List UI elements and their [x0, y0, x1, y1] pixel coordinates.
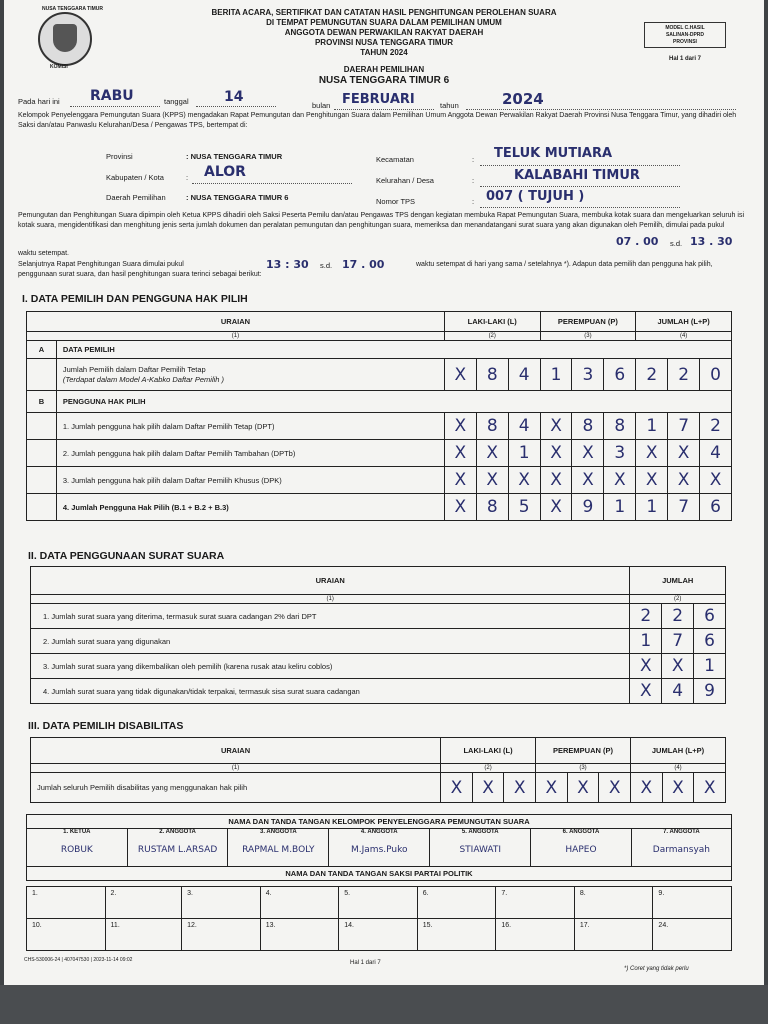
daerah-label: DAERAH PEMILIHAN [343, 65, 425, 74]
digit-cell: 7 [668, 413, 700, 440]
digit-cell: 6 [700, 494, 732, 521]
kecamatan-label: Kecamatan [376, 155, 414, 164]
header-line: PROVINSI NUSA TENGGARA TIMUR [314, 38, 454, 47]
digit-cell: 3 [604, 440, 636, 467]
saksi-cell: 4. [260, 887, 339, 919]
kecamatan-value: TELUK MUTIARA [494, 146, 613, 161]
digit-cell: X [662, 773, 694, 803]
digit-cell: X [604, 467, 636, 494]
bulan-line [334, 109, 434, 110]
kpps-signature-cell [329, 829, 430, 867]
digit-cell: X [444, 467, 476, 494]
waktu-selesai: 13 . 30 [690, 235, 733, 248]
digit-cell: X [668, 440, 700, 467]
saksi-cell: 12. [182, 919, 261, 951]
col-header-laki: LAKI-LAKI (L) [441, 738, 536, 764]
model-box-line: SALINAN-DPRD [665, 32, 705, 38]
row-label: 2. Jumlah surat suara yang digunakan [31, 629, 630, 654]
tahun-line [466, 109, 736, 110]
col-number: (1) [27, 332, 445, 341]
row-letter-empty [27, 440, 57, 467]
col-number: (2) [630, 595, 726, 604]
pada-hari-label: Pada hari ini [18, 97, 60, 106]
tps-line [480, 207, 680, 208]
row-label-line-2: (Terdapat dalam Model A-Kabko Daftar Pemilih ) [62, 374, 225, 384]
col-number: (1) [31, 764, 441, 773]
section-2-title: II. DATA PENGGUNAAN SURAT SUARA [28, 550, 225, 562]
tahun-label: tahun [440, 101, 459, 110]
saksi-cell: 8. [574, 887, 653, 919]
saksi-cell: 17. [574, 919, 653, 951]
kpu-logo [38, 12, 92, 66]
row-letter-empty [27, 413, 57, 440]
sd-label: s.d. [670, 239, 683, 248]
digit-cell: X [540, 413, 572, 440]
body-paragraph-2b: waktu setempat di hari yang sama / setelahnya *). Adapun data pemilih dan pengguna hak pilih, penggunaan surat suara, dan hasil penghitungan suara terinci sebagai berikut: [18, 261, 713, 278]
digit-cell: X [444, 359, 476, 391]
digit-cell: X [535, 773, 567, 803]
section-3-table [30, 737, 726, 803]
digit-cell: X [636, 440, 668, 467]
kpps-signature: M.Jams.Puko [351, 845, 408, 855]
kpps-role: 4. ANGGOTA [360, 829, 398, 835]
colon: : [472, 176, 475, 185]
row-label: 2. Jumlah pengguna hak pilih dalam Daftar Pemilih Tambahan (DPTb) [56, 440, 444, 467]
kpps-signature-cell [631, 829, 731, 867]
sd-label-2: s.d. [320, 261, 333, 270]
digit-cell: X [504, 773, 536, 803]
digit-cell: X [444, 413, 476, 440]
kelurahan-value: KALABAHI TIMUR [514, 168, 640, 183]
digit-cell: 4 [508, 359, 540, 391]
kpps-role: 2. ANGGOTA [159, 829, 196, 835]
saksi-cell: 13. [260, 919, 339, 951]
digit-cell: X [694, 773, 726, 803]
doc-header [154, 8, 614, 87]
kpps-signature: STIAWATI [459, 845, 501, 855]
bulan-label: bulan [312, 101, 331, 110]
digit-cell: X [630, 654, 662, 679]
kpps-signature-title: NAMA DAN TANDA TANGAN KELOMPOK PENYELENGGARA PEMUNGUTAN SUARA [27, 815, 732, 829]
section-3-title: III. DATA PEMILIH DISABILITAS [28, 720, 184, 732]
col-number: (1) [31, 595, 630, 604]
digit-cell: 6 [694, 604, 726, 629]
digit-cell: X [472, 773, 504, 803]
provinsi-label: Provinsi [106, 152, 133, 161]
digit-cell: X [476, 467, 508, 494]
saksi-cell: 6. [417, 887, 496, 919]
hari-line [70, 106, 160, 107]
saksi-cell: 14. [339, 919, 418, 951]
digit-cell: X [540, 494, 572, 521]
dapil-value: : NUSA TENGGARA TIMUR 6 [186, 193, 289, 202]
col-header-perempuan: PEREMPUAN (P) [535, 738, 630, 764]
row-letter: B [27, 391, 57, 413]
col-header-jumlah: JUMLAH (L+P) [631, 738, 726, 764]
saksi-cell: 24. [653, 919, 732, 951]
kpps-role: 7. ANGGOTA [663, 829, 700, 835]
document-page [4, 0, 764, 985]
digit-cell: 7 [668, 494, 700, 521]
kpps-signature-table [26, 814, 732, 881]
col-number: (4) [636, 332, 732, 341]
footer-code: CHS-530006-24 | 407047530 | 2023-11-14 09:02 [24, 957, 133, 963]
digit-cell: X [630, 679, 662, 704]
row-label: 4. Jumlah surat suara yang tidak digunakan/tidak terpakai, termasuk sisa surat suara cadangan [31, 679, 630, 704]
digit-cell: 8 [476, 413, 508, 440]
digit-cell: 4 [508, 413, 540, 440]
row-letter-empty [27, 467, 57, 494]
kpps-signature: RAPMAL M.BOLY [242, 845, 315, 855]
saksi-cell: 15. [417, 919, 496, 951]
tps-value: 007 ( TUJUH ) [486, 189, 585, 204]
digit-cell: X [476, 440, 508, 467]
kpps-signature-cell [228, 829, 329, 867]
col-number: (2) [441, 764, 536, 773]
digit-cell: 1 [508, 440, 540, 467]
body-paragraph-2a: Selanjutnya Rapat Penghitungan Suara dimulai pukul [18, 261, 184, 268]
header-line: ANGGOTA DEWAN PERWAKILAN RAKYAT DAERAH [284, 28, 484, 37]
kpps-signature: RUSTAM L.ARSAD [137, 845, 218, 855]
kpps-signature: ROBUK [60, 845, 93, 855]
kpps-role: 3. ANGGOTA [259, 829, 297, 835]
digit-cell: 2 [636, 359, 668, 391]
digit-cell: X [441, 773, 473, 803]
tahun-value: 2024 [502, 90, 544, 108]
digit-cell: X [540, 440, 572, 467]
saksi-cell: 7. [496, 887, 575, 919]
digit-cell: 2 [700, 413, 732, 440]
section-1-title: I. DATA PEMILIH DAN PENGGUNA HAK PILIH [22, 293, 248, 305]
digit-cell: X [508, 467, 540, 494]
digit-cell: X [444, 494, 476, 521]
kabupaten-line [192, 183, 352, 184]
hitung-selesai: 17 . 00 [342, 258, 385, 271]
col-number: (3) [540, 332, 636, 341]
digit-cell: X [444, 440, 476, 467]
digit-cell: 8 [476, 359, 508, 391]
digit-cell: 6 [694, 629, 726, 654]
digit-cell: 1 [694, 654, 726, 679]
col-header-uraian: URAIAN [27, 312, 445, 332]
digit-cell: 1 [604, 494, 636, 521]
digit-cell: 8 [604, 413, 636, 440]
colon: : [472, 155, 475, 164]
colon: : [186, 173, 189, 182]
saksi-signature-title: NAMA DAN TANDA TANGAN SAKSI PARTAI POLITIK [27, 867, 732, 881]
tanggal-line [196, 106, 276, 107]
header-line: BERITA ACARA, SERTIFIKAT DAN CATATAN HASIL PENGHITUNGAN PEROLEHAN SUARA [211, 8, 557, 17]
section-1-table [26, 311, 732, 521]
row-label: 1. Jumlah surat suara yang diterima, termasuk surat suara cadangan 2% dari DPT [31, 604, 630, 629]
col-header-uraian: URAIAN [31, 738, 441, 764]
col-number: (4) [631, 764, 726, 773]
digit-cell: 1 [630, 629, 662, 654]
digit-cell: 9 [572, 494, 604, 521]
logo-top-text: NUSA TENGGARA TIMUR [42, 6, 104, 12]
kabupaten-label: Kabupaten / Kota [106, 173, 164, 182]
saksi-cell: 16. [496, 919, 575, 951]
digit-cell: 9 [694, 679, 726, 704]
model-box [644, 22, 726, 48]
dapil-label: Daerah Pemilihan [106, 193, 166, 202]
row-label: 3. Jumlah pengguna hak pilih dalam Daftar Pemilih Khusus (DPK) [56, 467, 444, 494]
colon: : [472, 197, 475, 206]
digit-cell: 8 [476, 494, 508, 521]
page-indicator: Hal 1 dari 7 [669, 56, 702, 62]
kpps-signature-cell [531, 829, 632, 867]
digit-cell: X [700, 467, 732, 494]
kabupaten-value: ALOR [204, 164, 246, 180]
digit-cell: X [636, 467, 668, 494]
saksi-cell: 5. [339, 887, 418, 919]
tanggal-value: 14 [224, 89, 244, 105]
digit-cell: X [631, 773, 663, 803]
model-box-line: PROVINSI [673, 39, 697, 45]
digit-cell: X [572, 440, 604, 467]
saksi-cell: 2. [105, 887, 182, 919]
digit-cell: 8 [572, 413, 604, 440]
footer-note: *) Coret yang tidak perlu [624, 966, 689, 972]
digit-cell: 1 [636, 413, 668, 440]
saksi-cell: 1. [27, 887, 106, 919]
digit-cell: 4 [700, 440, 732, 467]
footer-page: Hal 1 dari 7 [350, 960, 381, 966]
digit-cell: 6 [604, 359, 636, 391]
hari-value: RABU [90, 88, 134, 104]
row-label: 4. Jumlah Pengguna Hak Pilih (B.1 + B.2 + B.3) [56, 494, 444, 521]
row-label: Jumlah seluruh Pemilih disabilitas yang menggunakan hak pilih [31, 773, 441, 803]
saksi-cell: 3. [182, 887, 261, 919]
kpps-role: 5. ANGGOTA [461, 829, 499, 835]
header-line: DI TEMPAT PEMUNGUTAN SUARA DALAM PEMILIHAN UMUM [266, 18, 502, 27]
col-number: (2) [444, 332, 540, 341]
row-title: DATA PEMILIH [56, 341, 731, 359]
kelurahan-line [480, 186, 680, 187]
digit-cell: 4 [662, 679, 694, 704]
digit-cell: X [567, 773, 599, 803]
body-paragraph-1: Pemungutan dan Penghitungan Suara dipimpin oleh Ketua KPPS dihadiri oleh Saksi Peserta Pemilu dan/atau Pengawas TPS dengan kegiatan membuka Rapat Pemungutan Suara, membuka kotak suara dan mengeluarkan seluruh isi kotak suara, mengidentifikasi dan menghitung jenis serta jumlah dokumen dan peralatan pemungutan dan penghitungan suara, memeriksa dan menandatangani surat suara yang akan digunakan oleh Pemilih, dimulai pada pukul [18, 212, 744, 229]
saksi-cell: 9. [653, 887, 732, 919]
digit-cell: 0 [700, 359, 732, 391]
kpps-signature-cell [27, 829, 128, 867]
header-line: TAHUN 2024 [360, 48, 408, 57]
digit-cell: 1 [540, 359, 572, 391]
col-number: (3) [535, 764, 630, 773]
row-label [56, 359, 444, 391]
row-label: 3. Jumlah surat suara yang dikembalikan oleh pemilih (karena rusak atau keliru coblos) [31, 654, 630, 679]
kpps-role: 1. KETUA [63, 829, 91, 835]
digit-cell: X [668, 467, 700, 494]
col-header-perempuan: PEREMPUAN (P) [540, 312, 636, 332]
kpps-signature: Darmansyah [652, 845, 710, 855]
background-floor [0, 985, 768, 1024]
col-header-laki: LAKI-LAKI (L) [444, 312, 540, 332]
digit-cell: 1 [636, 494, 668, 521]
row-label: 1. Jumlah pengguna hak pilih dalam Daftar Pemilih Tetap (DPT) [56, 413, 444, 440]
kpps-signature: HAPEO [565, 845, 597, 855]
col-header-uraian: URAIAN [31, 567, 630, 595]
digit-cell: X [662, 654, 694, 679]
row-letter-empty [27, 359, 57, 391]
digit-cell: X [572, 467, 604, 494]
row-label-line-1: Jumlah Pemilih dalam Daftar Pemilih Tetap [62, 364, 206, 374]
opening-paragraph: Kelompok Penyelenggara Pemungutan Suara (KPPS) mengadakan Rapat Pemungutan dan Penghitungan Suara dalam Pemilihan Umum Anggota Dewan Perwakilan Rakyat Daerah Provinsi Nusa Tenggara Timur, yang dihadiri oleh Saksi dan/atau Panwaslu Kelurahan/Desa / Pengawas TPS, bertempat di: [18, 112, 737, 129]
tps-label: Nomor TPS [376, 197, 416, 206]
model-box-line: MODEL C.HASIL [665, 25, 705, 31]
logo-bottom-text: KOMISI [50, 64, 68, 70]
digit-cell: 3 [572, 359, 604, 391]
hitung-mulai: 13 : 30 [266, 258, 309, 271]
tanggal-label: tanggal [164, 97, 189, 106]
provinsi-value: : NUSA TENGGARA TIMUR [186, 152, 283, 161]
kpps-signature-cell [127, 829, 228, 867]
bulan-value: FEBRUARI [342, 92, 415, 107]
kecamatan-line [480, 165, 680, 166]
digit-cell: 2 [662, 604, 694, 629]
saksi-cell: 10. [27, 919, 106, 951]
kelurahan-label: Kelurahan / Desa [376, 176, 434, 185]
saksi-signature-table [26, 886, 732, 951]
col-header-jumlah: JUMLAH (L+P) [636, 312, 732, 332]
digit-cell: 7 [662, 629, 694, 654]
waktu-setempat: waktu setempat. [18, 250, 69, 257]
digit-cell: X [599, 773, 631, 803]
digit-cell: 2 [668, 359, 700, 391]
kpps-role: 6. ANGGOTA [562, 829, 600, 835]
row-letter-empty [27, 494, 57, 521]
digit-cell: 2 [630, 604, 662, 629]
waktu-mulai: 07 . 00 [616, 235, 659, 248]
digit-cell: X [540, 467, 572, 494]
kpps-signature-cell [430, 829, 531, 867]
row-letter: A [27, 341, 57, 359]
section-2-table [30, 566, 726, 704]
saksi-cell: 11. [105, 919, 182, 951]
daerah-title: NUSA TENGGARA TIMUR 6 [318, 75, 450, 86]
col-header-jumlah: JUMLAH [630, 567, 726, 595]
row-title: PENGGUNA HAK PILIH [56, 391, 731, 413]
digit-cell: 5 [508, 494, 540, 521]
